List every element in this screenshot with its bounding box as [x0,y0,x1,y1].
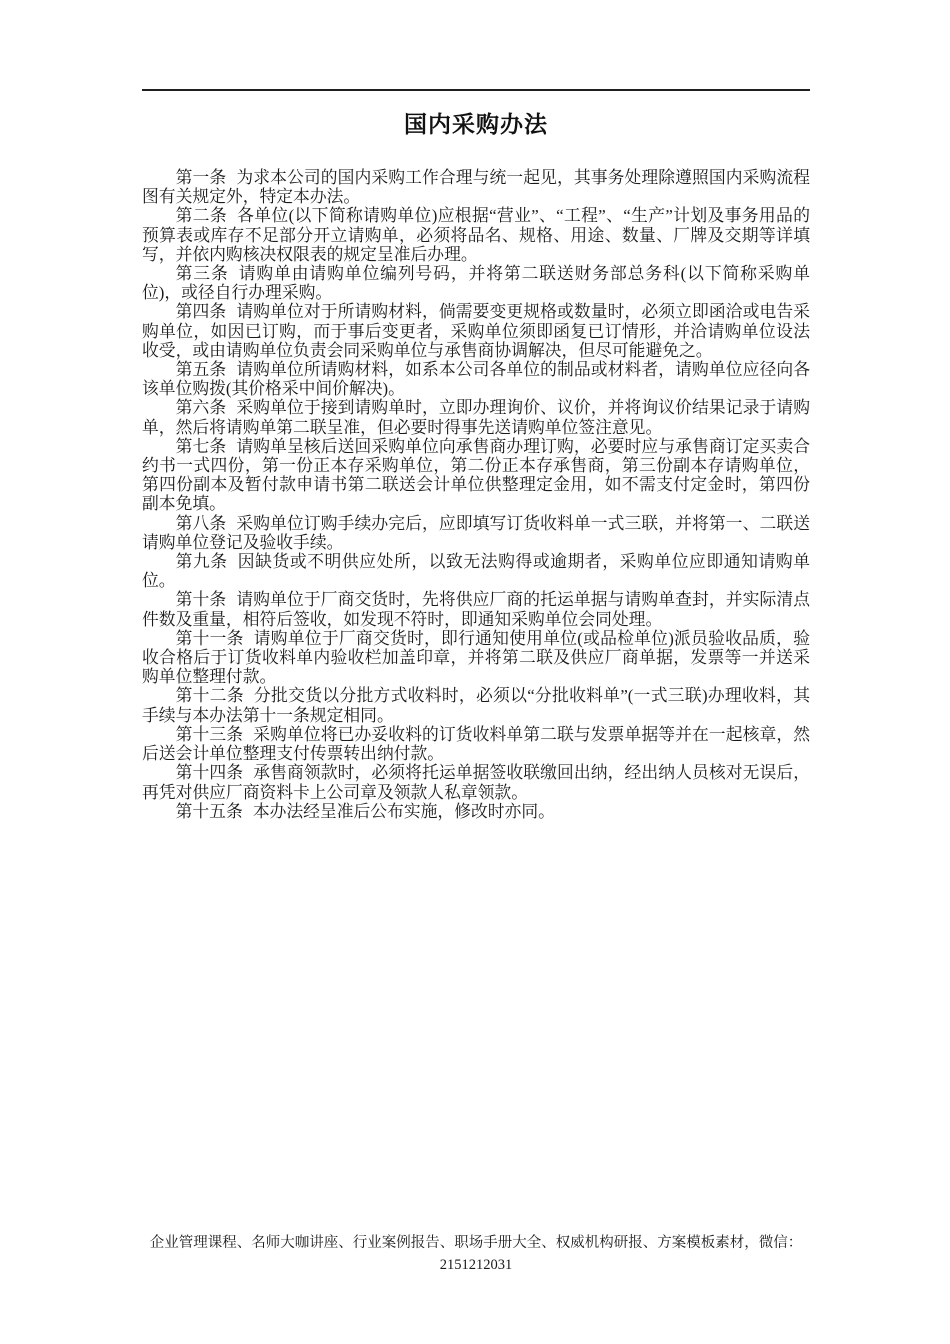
article-paragraph [142,725,810,763]
document-body [142,168,810,821]
article-text: 因缺货或不明供应处所，以致无法购得或逾期者，采购单位应即通知请购单位。 [142,552,810,591]
article-text: 采购单位于接到请购单时，立即办理询价、议价，并将询议价结果记录于请购单，然后将请购单第二联呈准，但必要时得事先送请购单位签注意见。 [142,398,810,437]
article-number: 第九条 [175,552,228,572]
article-text: 承售商领款时，必须将托运单据签收联缴回出纳，经出纳人员核对无误后，再凭对供应厂商资料卡上公司章及领款人私章领款。 [142,763,810,802]
article-paragraph [142,398,810,436]
article-number: 第四条 [175,302,227,322]
article-text: 请购单呈核后送回采购单位向承售商办理订购，必要时应与承售商订定买卖合约书一式四份，第一份正本存采购单位，第二份正本存承售商，第三份副本存请购单位，第四份副本及暂付款申请书第二联送会计单位供整理定金用，如不需支付定金时，第四份副本免填。 [142,436,810,514]
article-text: 请购单位于厂商交货时，先将供应厂商的托运单据与请购单查封，并实际清点件数及重量，相符后签收，如发现不符时，即通知采购单位会同处理。 [142,590,810,629]
article-text: 请购单位所请购材料，如系本公司各单位的制品或材料者，请购单位应径向各该单位购拨(其价格采中间价解决)。 [142,360,810,399]
article-paragraph [142,629,810,687]
article-number: 第十四条 [175,763,244,783]
article-paragraph [142,206,810,264]
article-paragraph [142,763,810,801]
article-paragraph [142,514,810,552]
article-number: 第七条 [175,436,227,456]
article-number: 第三条 [175,264,229,284]
article-paragraph [142,802,810,821]
article-paragraph [142,302,810,360]
article-text: 各单位(以下简称请购单位)应根据“营业”、“工程”、“生产”计划及事务用品的预算表或库存不足部分开立请购单，必须将品名、规格、用途、数量、厂牌及交期等详填写，并依内购核决权限表的规定呈准后办理。 [142,206,810,264]
article-paragraph [142,360,810,398]
article-paragraph [142,552,810,590]
article-number: 第十五条 [175,801,243,821]
article-number: 第一条 [175,168,227,187]
footer-services-line: 企业管理课程、名师大咖讲座、行业案例报告、职场手册大全、权威机构研报、方案模板素材，微信： [149,1235,803,1251]
document-title: 国内采购办法 [404,111,548,137]
article-paragraph [142,686,810,724]
page-footer [142,1233,810,1276]
article-paragraph [142,590,810,628]
article-text: 分批交货以分批方式收料时，必须以“分批收料单”(一式三联)办理收料，其手续与本办法第十一条规定相同。 [142,686,810,725]
article-text: 采购单位订购手续办完后，应即填写订货收料单一式三联，并将第一、二联送请购单位登记及验收手续。 [142,513,810,552]
article-number: 第二条 [175,206,228,226]
article-text: 请购单由请购单位编列号码，并将第二联送财务部总务科(以下简称采购单位)，或径自行办理采购。 [142,264,810,303]
article-text: 请购单位对于所请购材料，倘需要变更规格或数量时，必须立即函洽或电告采购单位，如因已订购，而于事后变更者，采购单位须即函复已订情形，并洽请购单位设法收受，或由请购单位负责会同采购单位与承售商协调解决，但尽可能避免之。 [142,302,810,360]
article-paragraph [142,264,810,302]
article-text: 采购单位将已办妥收料的订货收料单第二联与发票单据等并在一起核章，然后送会计单位整理支付传票转出纳付款。 [142,724,810,764]
article-number: 第十条 [175,590,227,610]
article-number: 第六条 [175,398,227,418]
article-paragraph [142,437,810,514]
article-text: 为求本公司的国内采购工作合理与统一起见，其事务处理除遵照国内采购流程图有关规定外，特定本办法。 [142,168,810,207]
article-number: 第十一条 [175,628,244,648]
footer-wechat-number: 2151212031 [439,1256,513,1273]
article-number: 第十三条 [175,724,244,744]
article-text: 本办法经呈准后公布实施，修改时亦同。 [252,801,555,821]
article-number: 第十二条 [175,686,244,706]
header-rule [142,89,810,91]
article-paragraph [142,168,810,206]
article-number: 第五条 [175,360,227,380]
article-text: 请购单位于厂商交货时，即行通知使用单位(或品检单位)派员验收品质，验收合格后于订货收料单内验收栏加盖印章，并将第二联及供应厂商单据，发票等一并送采购单位整理付款。 [142,628,810,687]
article-number: 第八条 [175,513,227,533]
